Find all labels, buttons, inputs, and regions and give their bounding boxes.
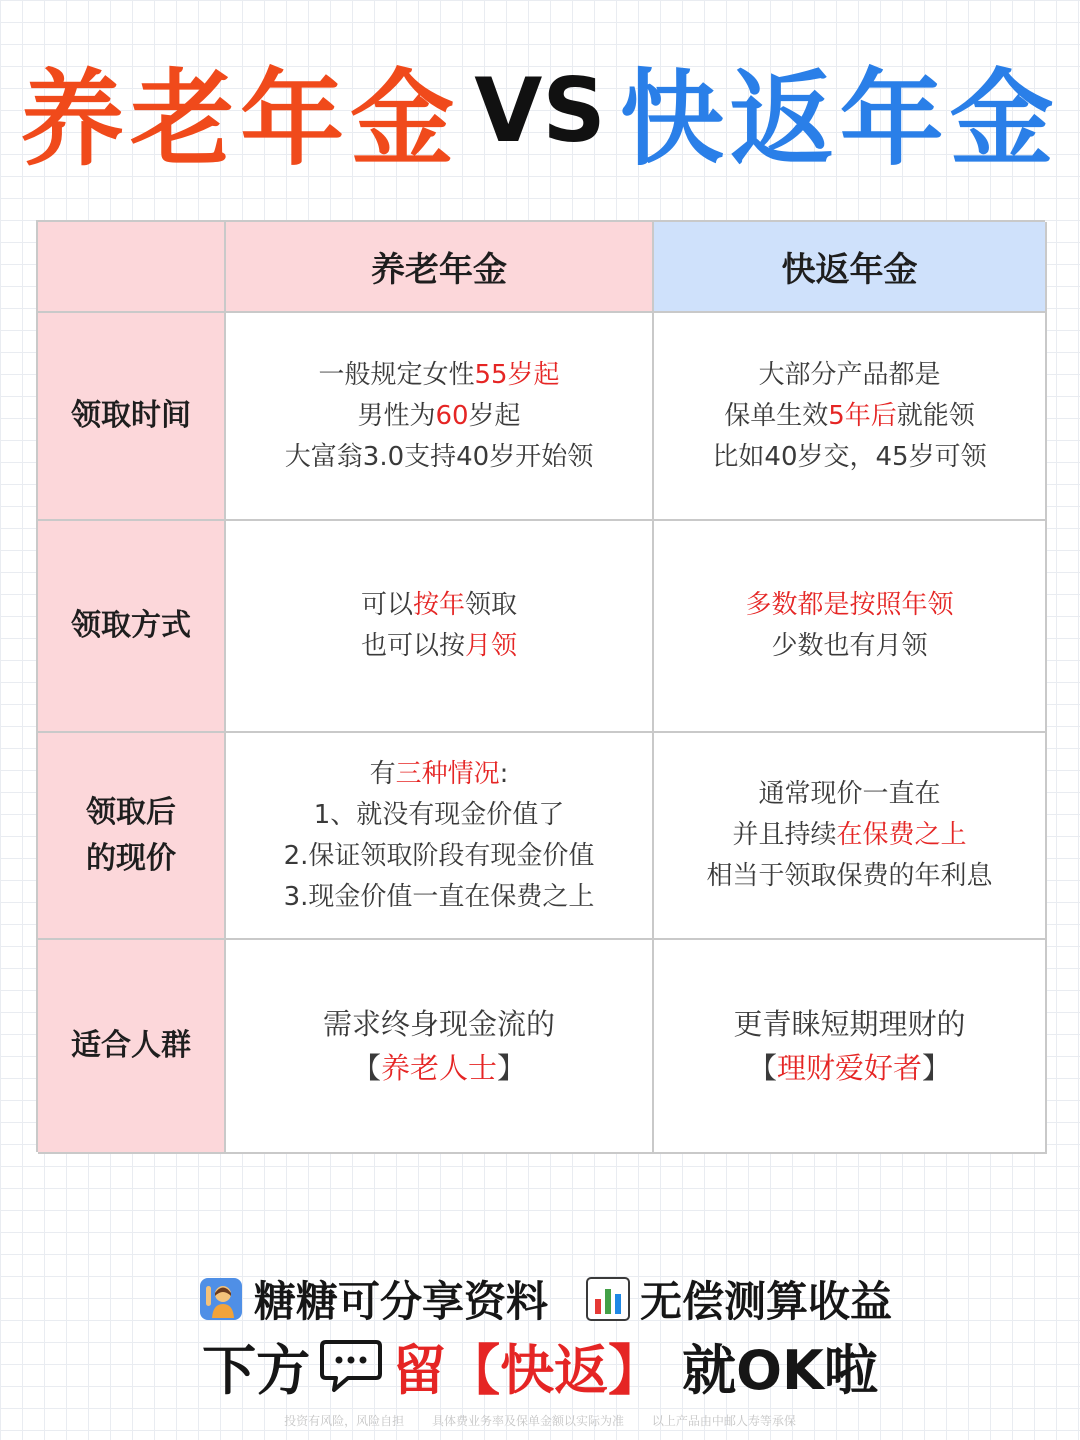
footer-share-text: 糖糖可分享资料 bbox=[253, 1277, 548, 1326]
cell-time-quick-return bbox=[654, 313, 1047, 521]
cell-line: 少数也有月领 bbox=[771, 631, 928, 661]
disclaimer-item: 以上产品由中邮人寿等承保 bbox=[651, 1414, 796, 1428]
column-header-pension: 养老年金 bbox=[226, 222, 654, 313]
row-label-line2: 的现价 bbox=[86, 840, 176, 876]
disclaimer-item: 具体费业务率及保单金额以实际为准 bbox=[431, 1414, 624, 1428]
comment-bubble-icon bbox=[318, 1336, 384, 1396]
title-left: 养老年金 bbox=[20, 58, 461, 180]
person-raising-hand-icon bbox=[196, 1274, 246, 1324]
row-header-audience bbox=[38, 940, 226, 1154]
cell-cash-value-quick-return bbox=[654, 733, 1047, 940]
cell-audience-pension bbox=[226, 940, 654, 1154]
cell-audience-quick-return bbox=[654, 940, 1047, 1154]
footer-below-text: 下方 bbox=[202, 1338, 311, 1402]
cell-line: 有三种情况: bbox=[369, 758, 509, 789]
row-label-line1: 领取后 bbox=[86, 794, 176, 830]
cell-line: 2.保证领取阶段有现金价值 bbox=[283, 840, 595, 871]
cell-line: 大部分产品都是 bbox=[758, 359, 941, 390]
disclaimer-item: 投资有风险，风险自担 bbox=[284, 1414, 405, 1428]
column-header-quick-return: 快返年金 bbox=[654, 222, 1047, 313]
row-label: 适合人群 bbox=[71, 1028, 191, 1063]
cell-line: 一般规定女性55岁起 bbox=[318, 359, 560, 390]
footer-line-2 bbox=[0, 1330, 1080, 1402]
cell-line: 保单生效5年后就能领 bbox=[724, 400, 975, 431]
cell-line: 多数都是按照年领 bbox=[745, 590, 954, 620]
footer-calc-text: 无偿测算收益 bbox=[640, 1277, 893, 1326]
title-vs: VS bbox=[474, 58, 606, 162]
bar-chart-icon bbox=[584, 1275, 632, 1323]
cell-line: 也可以按月领 bbox=[360, 631, 518, 661]
cell-method-quick-return bbox=[654, 521, 1047, 733]
footer-line-1 bbox=[0, 1268, 1080, 1330]
comparison-table bbox=[36, 220, 1045, 1152]
cell-line: 可以按年领取 bbox=[360, 590, 518, 620]
cell-line: 男性为60岁起 bbox=[357, 400, 521, 431]
row-header-cash-value bbox=[38, 733, 226, 940]
cell-line: 需求终身现金流的 bbox=[322, 1007, 555, 1041]
cell-cash-value-pension bbox=[226, 733, 654, 940]
row-header-time bbox=[38, 313, 226, 521]
title-right: 快返年金 bbox=[619, 58, 1060, 180]
cell-line: 3.现金价值一直在保费之上 bbox=[283, 881, 595, 912]
cell-line: 1、就没有现金价值了 bbox=[313, 799, 565, 830]
disclaimer bbox=[0, 1412, 1080, 1429]
cell-line: 【理财爱好者】 bbox=[747, 1051, 952, 1085]
cell-line: 更青睐短期理财的 bbox=[733, 1007, 966, 1041]
cell-time-pension bbox=[226, 313, 654, 521]
footer-leave-keyword: 留【快返】 bbox=[392, 1338, 663, 1402]
row-label: 领取方式 bbox=[71, 608, 191, 643]
row-label: 领取时间 bbox=[71, 398, 191, 433]
cell-line: 相当于领取保费的年利息 bbox=[706, 861, 993, 891]
cell-method-pension bbox=[226, 521, 654, 733]
page-title bbox=[0, 40, 1080, 180]
table-corner bbox=[38, 222, 226, 313]
cell-line: 比如40岁交，45岁可领 bbox=[712, 441, 987, 472]
row-header-method bbox=[38, 521, 226, 733]
cell-line: 通常现价一直在 bbox=[758, 779, 941, 809]
cell-line: 【养老人士】 bbox=[351, 1051, 527, 1085]
cell-line: 大富翁3.0支持40岁开始领 bbox=[284, 441, 594, 472]
cell-line: 并且持续在保费之上 bbox=[732, 820, 967, 850]
footer-ok-text: 就OK啦 bbox=[682, 1338, 878, 1402]
